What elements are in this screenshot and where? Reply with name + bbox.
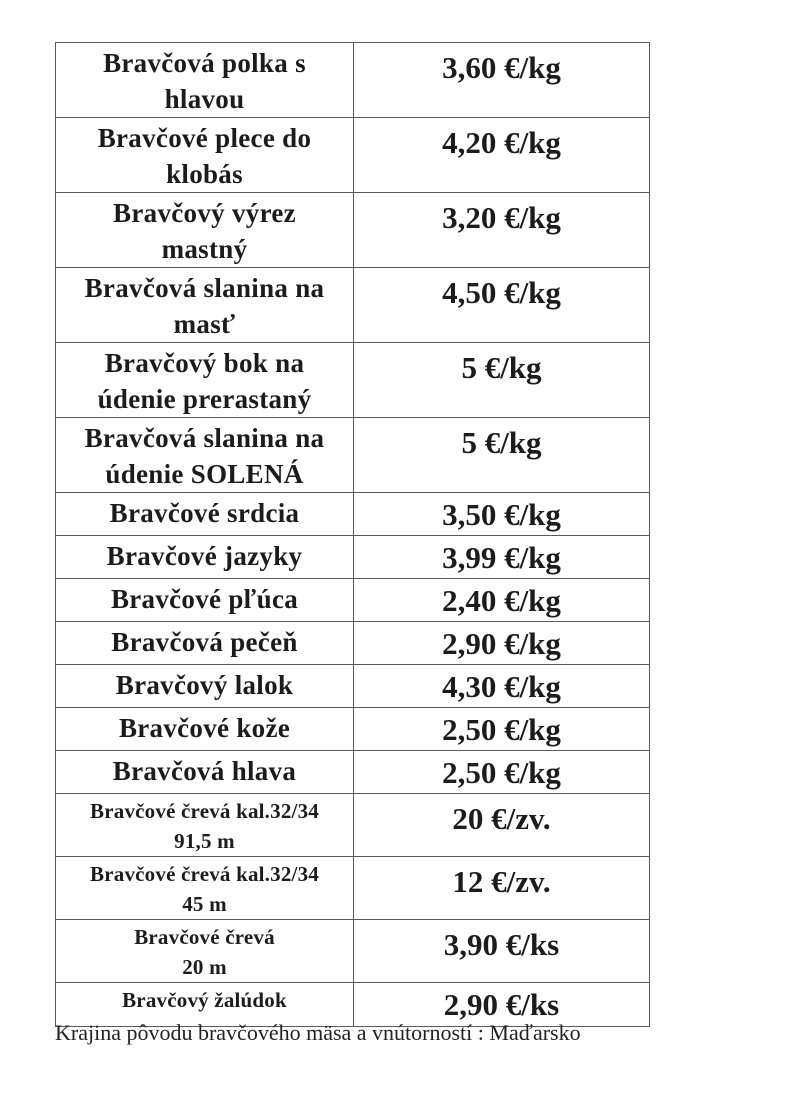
price-cell [354,493,650,536]
product-name-line2: 91,5 m [174,829,235,853]
product-name-cell [56,579,354,622]
price-value: 2,90 €/kg [442,626,561,661]
price-cell [354,418,650,493]
price-row [56,118,650,193]
product-name-cell [56,418,354,493]
price-list-sheet [55,42,647,1027]
product-name-cell [56,493,354,536]
price-cell [354,536,650,579]
product-name-line2: mastný [161,234,248,264]
price-cell [354,857,650,920]
price-cell [354,708,650,751]
price-row [56,536,650,579]
product-name-line1: Bravčový lalok [115,670,294,700]
product-name-cell [56,343,354,418]
product-name-line2: klobás [166,159,243,189]
product-name-line2: 20 m [182,955,227,979]
price-value: 5 €/kg [461,350,542,385]
product-name-line1: Bravčový žalúdok [122,988,287,1012]
product-name-line2: hlavou [164,84,245,114]
product-name-line1: Bravčová hlava [112,756,297,786]
price-row [56,343,650,418]
price-cell [354,43,650,118]
product-name-line1: Bravčový bok na [104,348,305,378]
product-name-cell [56,794,354,857]
price-value: 20 €/zv. [452,801,551,836]
product-name-line1: Bravčová slanina na [84,423,325,453]
price-value: 4,20 €/kg [442,125,561,160]
product-name-cell [56,118,354,193]
product-name-cell [56,268,354,343]
price-value: 4,50 €/kg [442,275,561,310]
price-cell [354,920,650,983]
price-value: 2,50 €/kg [442,755,561,790]
product-name-line1: Bravčový výrez [113,198,296,228]
product-name-cell [56,665,354,708]
price-row [56,268,650,343]
price-row [56,43,650,118]
price-row [56,857,650,920]
price-value: 2,40 €/kg [442,583,561,618]
price-value: 2,50 €/kg [442,712,561,747]
product-name-cell [56,751,354,794]
product-name-line1: Bravčová polka s [103,48,306,78]
price-cell [354,193,650,268]
product-name-cell [56,920,354,983]
price-row [56,193,650,268]
product-name-line1: Bravčové jazyky [106,541,303,571]
product-name-cell [56,43,354,118]
price-cell [354,579,650,622]
price-row [56,418,650,493]
price-cell [354,794,650,857]
price-value: 3,60 €/kg [442,50,561,85]
price-table-body [56,43,650,1027]
price-value: 3,50 €/kg [442,497,561,532]
price-cell [354,622,650,665]
price-table [55,42,650,1027]
price-value: 3,20 €/kg [442,200,561,235]
price-cell [354,751,650,794]
product-name-line1: Bravčové plece do [97,123,312,153]
product-name-line1: Bravčové kože [118,713,291,743]
product-name-line1: Bravčové črevá kal.32/34 [90,862,319,886]
price-cell [354,118,650,193]
price-cell [354,665,650,708]
product-name-line1: Bravčová slanina na [84,273,325,303]
product-name-line1: Bravčové črevá kal.32/34 [90,799,319,823]
product-name-line1: Bravčové pľúca [110,584,299,614]
product-name-line1: Bravčové srdcia [109,498,300,528]
price-row [56,579,650,622]
product-name-cell [56,536,354,579]
price-row [56,794,650,857]
product-name-cell [56,193,354,268]
product-name-line2: 45 m [182,892,227,916]
product-name-cell [56,622,354,665]
product-name-line2: masť [173,309,236,339]
price-value: 12 €/zv. [452,864,551,899]
price-row [56,665,650,708]
product-name-line1: Bravčová pečeň [111,627,298,657]
price-value: 3,99 €/kg [442,540,561,575]
product-name-line2: údenie SOLENÁ [105,459,304,489]
price-value: 5 €/kg [461,425,542,460]
price-value: 2,90 €/ks [443,987,560,1022]
price-value: 3,90 €/ks [443,927,560,962]
price-row [56,493,650,536]
product-name-line1: Bravčové črevá [134,925,275,949]
product-name-cell [56,857,354,920]
product-name-cell [56,708,354,751]
price-row [56,708,650,751]
price-value: 4,30 €/kg [442,669,561,704]
price-row [56,622,650,665]
price-row [56,751,650,794]
price-cell [354,268,650,343]
price-cell [354,343,650,418]
origin-note: Krajina pôvodu bravčového mäsa a vnútorností : Maďarsko [55,1020,581,1045]
price-row [56,920,650,983]
product-name-line2: údenie prerastaný [97,384,312,414]
